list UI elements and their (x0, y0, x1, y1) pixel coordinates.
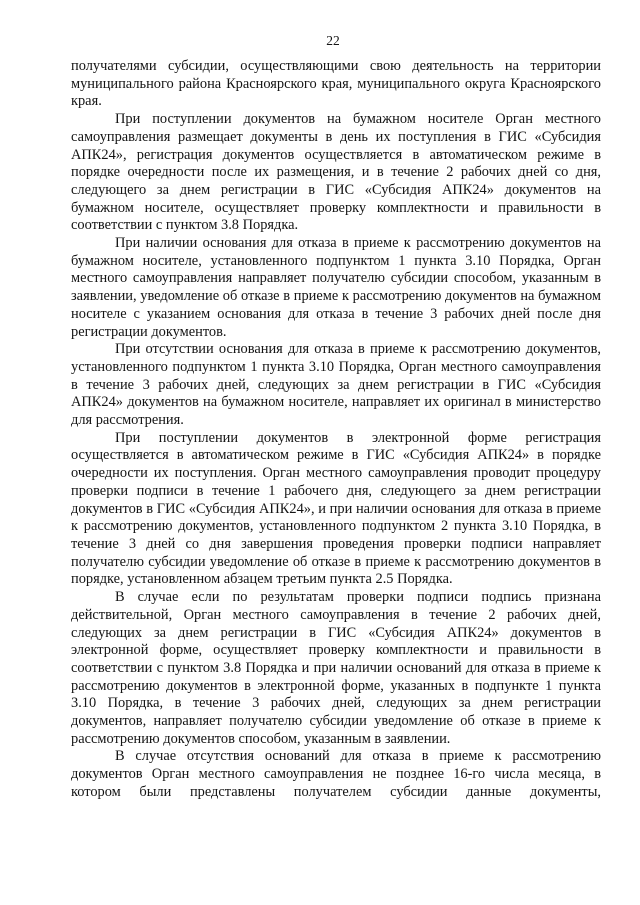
paragraph-refusal-paper: При наличии основания для отказа в приеме к рассмотрению документов на бумажном носителе, установленного подпунктом 1 пункта 3.10 Порядка, Орган местного самоуправления направляет получателю субсидии способом, указанным в заявлении, уведомление об отказе в приеме к рассмотрению документов на бумажном носителе с указанием основания для отказа в течение 3 рабочих дней после дня регистрации документов. (71, 235, 601, 340)
paragraph-no-refusal-paper: При отсутствии основания для отказа в приеме к рассмотрению документов, установленного подпунктом 1 пункта 3.10 Порядка, Орган местного самоуправления в течение 3 рабочих дней, следующих за днем регистрации в ГИС «Субсидия АПК24» документов на бумажном носителе, направляет их оригинал в министерство для рассмотрения. (71, 341, 601, 429)
paragraph-paper-submission: При поступлении документов на бумажном носителе Орган местного самоуправления размещает документы в день их поступления в ГИС «Субсидия АПК24», регистрация документов осуществляется в автоматическом режиме в порядке очередности после их размещения, и в течение 2 рабочих дней со дня, следующего за днем регистрации в ГИС «Субсидия АПК24» документов на бумажном носителе, осуществляет проверку комплектности и правильности в соответствии с пунктом 3.8 Порядка. (71, 111, 601, 234)
paragraph-electronic-submission: При поступлении документов в электронной форме регистрация осуществляется в автоматическом режиме в ГИС «Субсидия АПК24» в порядке очередности их поступления. Орган местного самоуправления проводит процедуру проверки подписи в течение 1 рабочего дня, следующего за днем регистрации документов в ГИС «Субсидия АПК24», и при наличии основания для отказа в приеме к рассмотрению документов, установленного подпунктом 2 пункта 3.10 Порядка, в течение 3 дней со дня завершения проведения проверки подписи направляет получателю субсидии уведомление об отказе в приеме к рассмотрению документов в порядке, установленном абзацем третьим пункта 2.5 Порядка. (71, 429, 601, 588)
document-body (71, 58, 601, 802)
paragraph-signature-valid: В случае если по результатам проверки подписи подпись признана действительной, Орган местного самоуправления в течение 2 рабочих дней, следующих за днем регистрации в ГИС «Субсидия АПК24» документов в электронной форме, осуществляет проверку комплектности и правильности в соответствии с пунктом 3.8 Порядка и при наличии оснований для отказа в приеме к рассмотрению документов в электронной форме, указанных в подпункте 1 пункта 3.10 Порядка, в течение 3 рабочих дней, следующих за днем регистрации документов, направляет получателю субсидии уведомление об отказе в приеме к рассмотрению документов способом, указанным в заявлении. (71, 589, 601, 747)
paragraph-continuation: получателями субсидии, осуществляющими свою деятельность на территории муниципального района Красноярского края, муниципального округа Красноярского края. (71, 58, 601, 110)
paragraph-no-refusal-grounds: В случае отсутствия оснований для отказа в приеме к рассмотрению документов Орган местного самоуправления не позднее 16-го числа месяца, в котором были представлены получателем субсидии данные документы, (71, 748, 601, 800)
page-number: 22 (326, 33, 340, 48)
